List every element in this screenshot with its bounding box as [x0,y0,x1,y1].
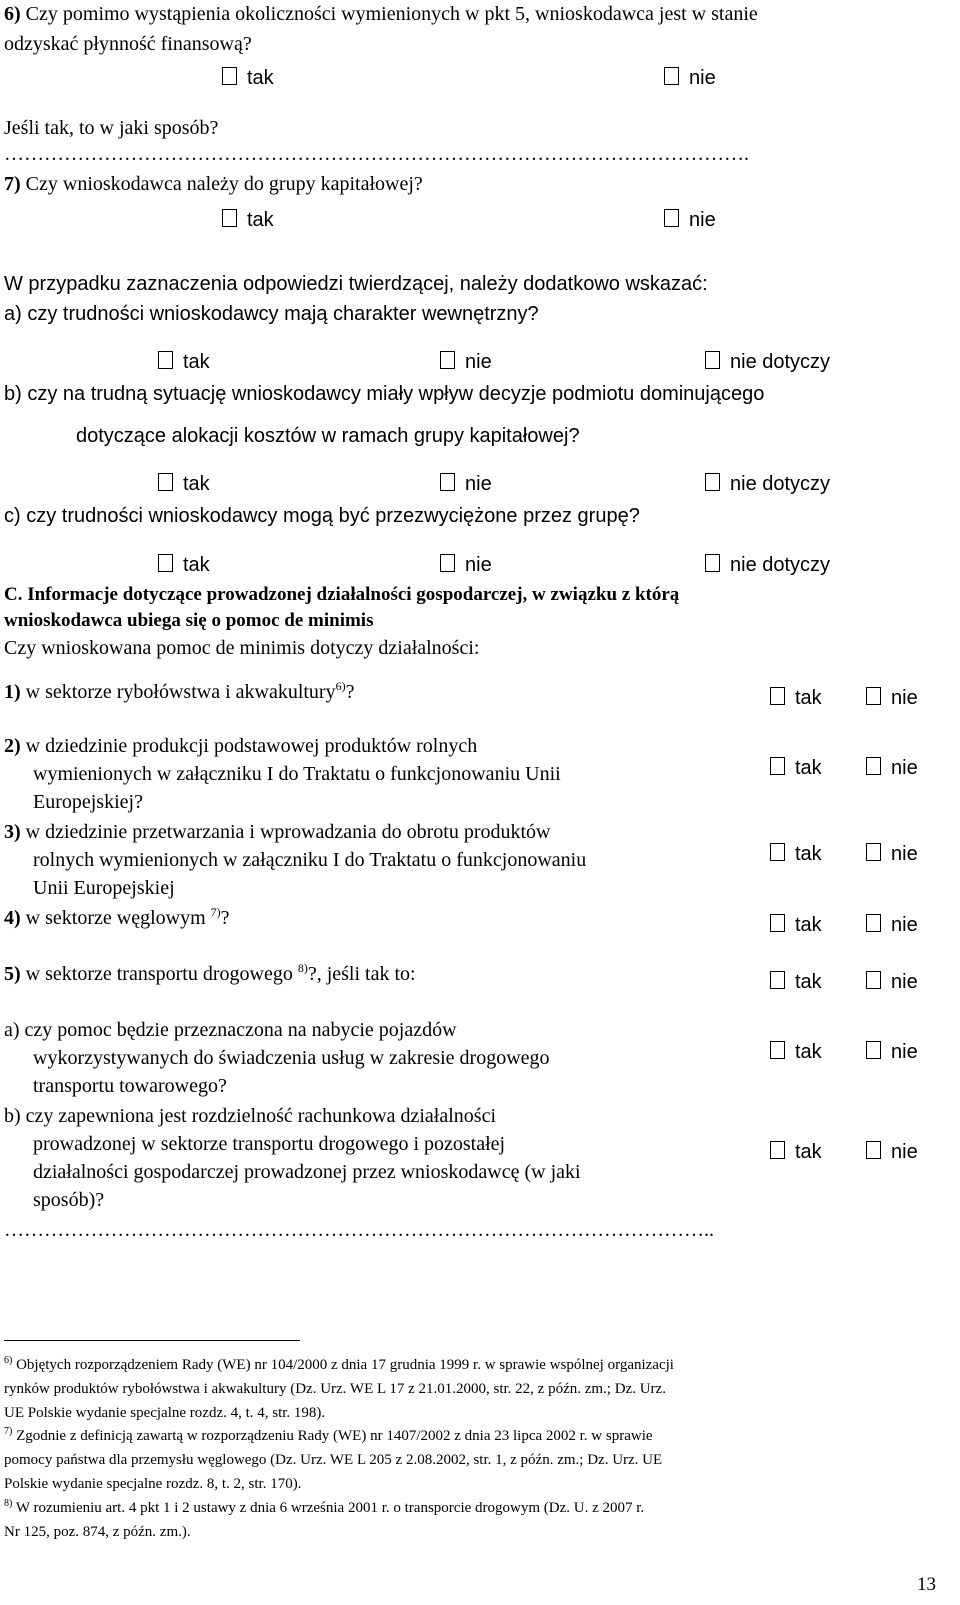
q7-sub-b-line2: dotyczące alokacji kosztów w ramach grupy kapitałowej? [76,425,580,447]
footnote-ref[interactable]: 6) [335,679,346,693]
c-q5 [4,962,416,986]
c-q4: 4) w sektorze węglowym $^{7)}$? [4,905,230,929]
checkbox-icon[interactable] [705,554,720,572]
checkbox-icon[interactable] [866,843,881,861]
option-label: nie [891,914,918,936]
section-c-title-line2: wnioskodawca ubiega się o pomoc de minimis [4,610,374,631]
checkbox-icon[interactable] [866,971,881,989]
option-label: tak [183,351,210,373]
q7a-option-nie[interactable] [440,350,492,374]
checkbox-icon[interactable] [866,914,881,932]
checkbox-icon[interactable] [440,351,455,369]
q6-option-tak[interactable] [222,66,274,90]
q7c-option-tak[interactable] [158,553,210,577]
option-label: nie [465,473,492,495]
c-q4-number: 4) [4,907,21,929]
page-number: 13 [917,1574,936,1595]
checkbox-icon[interactable] [158,351,173,369]
option-label: nie dotyczy [730,554,831,576]
option-label: tak [247,67,274,89]
option-label: nie [689,209,716,231]
footnote-6-marker: 6) [4,1355,13,1366]
footnote-7-line3: Polskie wydanie specjalne rozdz. 8, t. 2, str. 170). [4,1476,302,1492]
checkbox-icon[interactable] [770,971,785,989]
checkbox-icon[interactable] [770,687,785,705]
c-q5b-option-nie[interactable] [866,1140,918,1164]
footnote-6-line3: UE Polskie wydanie specjalne rozdz. 4, t. 4, str. 198). [4,1405,326,1421]
c-q1-text: w sektorze rybołówstwa i akwakultury [25,681,336,703]
c-q5-option-tak[interactable] [770,970,822,994]
c-q3-option-nie[interactable] [866,842,918,866]
q7b-option-nie[interactable] [440,472,492,496]
footnote-6-text: Objętych rozporządzeniem Rady (WE) nr 104/2000 z dnia 17 grudnia 1999 r. w sprawie wspólnej organizacji [16,1357,674,1373]
c-q1-option-nie[interactable] [866,686,918,710]
c-q2-option-tak[interactable] [770,756,822,780]
q7a-option-tak[interactable] [158,350,210,374]
option-label: nie [891,971,918,993]
footnote-8-line1 [4,1499,644,1517]
c-q3-option-tak[interactable] [770,842,822,866]
option-label: tak [795,757,822,779]
c-q2-text: w dziedzinie produkcji podstawowej produktów rolnych [25,735,478,757]
c-q5a-line1: a) czy pomoc będzie przeznaczona na nabycie pojazdów [4,1019,457,1041]
option-label: tak [795,1041,822,1063]
option-label: tak [795,971,822,993]
option-label: nie [891,687,918,709]
c-q3-number: 3) [4,821,21,843]
c-q2-line2: wymienionych w załączniku I do Traktatu o funkcjonowaniu Unii [33,763,561,785]
option-label: tak [247,209,274,231]
footnote-8-marker: 8) [4,1498,13,1509]
option-label: nie [465,351,492,373]
footnote-8-line2: Nr 125, poz. 874, z późn. zm.). [4,1524,191,1540]
q7-sub-a: a) czy trudności wnioskodawcy mają charakter wewnętrzny? [4,303,539,325]
q7-option-nie[interactable] [664,208,716,232]
checkbox-icon[interactable] [222,209,237,227]
c-q4-option-tak[interactable] [770,913,822,937]
q6-line2: odzyskać płynność finansową? [4,33,252,55]
footnote-7-text: Zgodnie z definicją zawartą w rozporządzeniu Rady (WE) nr 1407/2002 z dnia 23 lipca 2002 r. w sprawie [16,1428,653,1444]
c-q1-option-tak[interactable] [770,686,822,710]
c-q5b-line4: sposób)? [33,1189,105,1211]
c-q5b-answer-dots[interactable]: …………………………………………………………………………………………….. [4,1219,714,1241]
c-q2-option-nie[interactable] [866,756,918,780]
q7-option-tak[interactable] [222,208,274,232]
q7c-option-nie-dotyczy[interactable] [705,553,830,577]
c-q3-text: w dziedzinie przetwarzania i wprowadzania do obrotu produktów [25,821,551,843]
c-q4-option-nie[interactable] [866,913,918,937]
checkbox-icon[interactable] [440,554,455,572]
option-label: nie [465,554,492,576]
option-label: tak [795,1141,822,1163]
c-q4-text: w sektorze węglowym [25,907,206,929]
footnote-6-line2: rynków produktów rybołówstwa i akwakultury (Dz. Urz. WE L 17 z 21.01.2000, str. 22, z późn. zm.; Dz. Urz. [4,1381,666,1397]
section-c-intro: Czy wnioskowana pomoc de minimis dotyczy działalności: [4,637,480,659]
q7-note: W przypadku zaznaczenia odpowiedzi twierdzącej, należy dodatkowo wskazać: [4,273,708,295]
checkbox-icon[interactable] [770,757,785,775]
q7c-option-nie[interactable] [440,553,492,577]
footnote-6-line1 [4,1356,674,1374]
checkbox-icon[interactable] [770,914,785,932]
checkbox-icon[interactable] [866,757,881,775]
option-label: tak [795,914,822,936]
c-q5a-option-nie[interactable] [866,1040,918,1064]
q6-line1 [4,2,758,26]
q7-sub-b-line1: b) czy na trudną sytuację wnioskodawcy miały wpływ decyzje podmiotu dominującego [4,383,765,405]
checkbox-icon[interactable] [866,1141,881,1159]
c-q2-number: 2) [4,735,21,757]
footnote-7-marker: 7) [4,1426,13,1437]
c-q5b-option-tak[interactable] [770,1140,822,1164]
checkbox-icon[interactable] [705,473,720,491]
q6-option-nie[interactable] [664,66,716,90]
c-q3-line2: rolnych wymienionych w załączniku I do Traktatu o funkcjonowaniu [33,849,587,871]
option-label: nie [891,757,918,779]
c-q5a-option-tak[interactable] [770,1040,822,1064]
q7-line [4,172,423,196]
q6-followup: Jeśli tak, to w jaki sposób? [4,117,219,139]
c-q5-tail: ?, jeśli tak to: [307,963,416,985]
c-q5-text: w sektorze transportu drogowego [25,963,293,985]
option-label: nie [891,1141,918,1163]
q7-number: 7) [4,173,21,195]
c-q2-line1 [4,734,477,758]
checkbox-icon[interactable] [770,843,785,861]
q7b-option-tak[interactable] [158,472,210,496]
section-c-title-line1: C. Informacje dotyczące prowadzonej działalności gospodarczej, w związku z którą [4,584,680,605]
footnote-7-line1 [4,1427,653,1445]
footnote-ref[interactable]: 8) [297,961,308,975]
option-label: tak [795,843,822,865]
checkbox-icon[interactable] [866,687,881,705]
q7-text: Czy wnioskodawca należy do grupy kapitałowej? [25,173,423,195]
checkbox-icon[interactable] [664,67,679,85]
c-q5b-line1: b) czy zapewniona jest rozdzielność rachunkowa działalności [4,1105,497,1127]
c-q5a-line3: transportu towarowego? [33,1075,227,1097]
q6-answer-dots[interactable]: …………………………………………………………………………………………………. [4,143,749,165]
q6-number: 6) [4,3,21,25]
option-label: tak [795,687,822,709]
checkbox-icon[interactable] [770,1141,785,1159]
option-label: tak [183,554,210,576]
checkbox-icon[interactable] [664,209,679,227]
checkbox-icon[interactable] [866,1041,881,1059]
c-q3-line3: Unii Europejskiej [33,877,175,899]
q7a-option-nie-dotyczy[interactable] [705,350,830,374]
checkbox-icon[interactable] [158,554,173,572]
q7-sub-c: c) czy trudności wnioskodawcy mogą być przezwyciężone przez grupę? [4,505,640,527]
c-q3-line1 [4,820,550,844]
c-q5b-line3: działalności gospodarczej prowadzonej przez wnioskodawcę (w jaki [33,1161,581,1183]
c-q5-option-nie[interactable] [866,970,918,994]
footnote-ref[interactable]: 7) [210,905,221,919]
option-label: nie [891,843,918,865]
c-q5a-line2: wykorzystywanych do świadczenia usług w zakresie drogowego [33,1047,550,1069]
checkbox-icon[interactable] [705,351,720,369]
option-label: nie [689,67,716,89]
option-label: tak [183,473,210,495]
c-q5-number: 5) [4,963,21,985]
q7b-option-nie-dotyczy[interactable] [705,472,830,496]
footnote-divider [4,1340,300,1341]
option-label: nie dotyczy [730,473,831,495]
footnote-8-text: W rozumieniu art. 4 pkt 1 i 2 ustawy z dnia 6 września 2001 r. o transporcie drogowym (Dz. U. z 2007 r. [15,1500,645,1516]
option-label: nie [891,1041,918,1063]
option-label: nie dotyczy [730,351,831,373]
c-q2-line3: Europejskiej? [33,791,143,813]
q6-text: Czy pomimo wystąpienia okoliczności wymienionych w pkt 5, wnioskodawca jest w stanie [25,3,758,25]
checkbox-icon[interactable] [158,473,173,491]
c-q1-number: 1) [4,681,21,703]
c-q5b-line2: prowadzonej w sektorze transportu drogowego i pozostałej [33,1133,506,1155]
checkbox-icon[interactable] [440,473,455,491]
c-q1: 1) w sektorze rybołówstwa i akwakultury$^{6)}$? [4,679,355,703]
checkbox-icon[interactable] [770,1041,785,1059]
checkbox-icon[interactable] [222,67,237,85]
footnote-7-line2: pomocy państwa dla przemysłu węglowego (Dz. Urz. WE L 205 z 2.08.2002, str. 1, z późn. zm.; Dz. Urz. UE [4,1452,663,1468]
